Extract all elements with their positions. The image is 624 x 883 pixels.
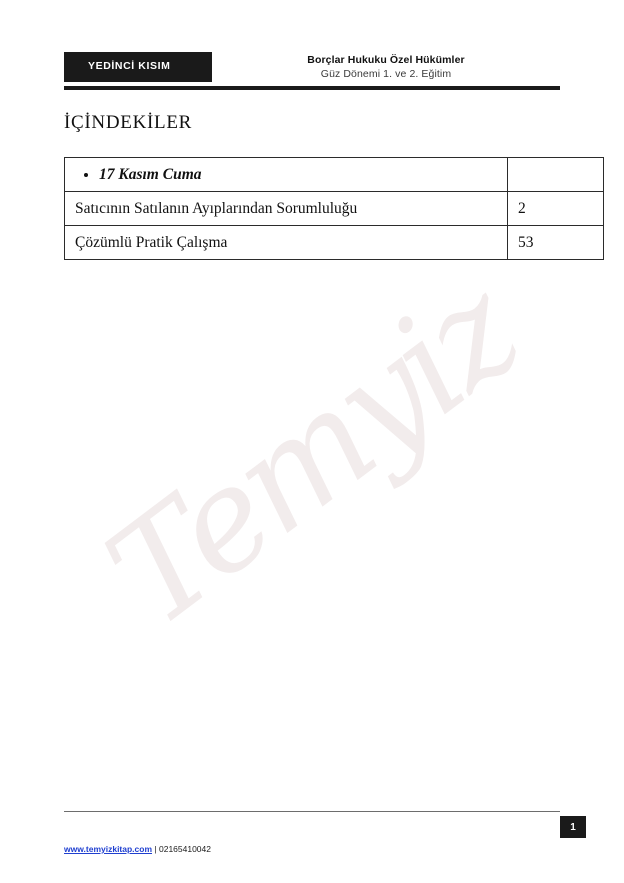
footer-separator: | bbox=[154, 844, 157, 854]
toc-entry-page: 2 bbox=[508, 192, 604, 226]
header-subtitle: Güz Dönemi 1. ve 2. Eğitim bbox=[320, 68, 452, 80]
page-number-badge: 1 bbox=[560, 816, 586, 838]
table-row bbox=[65, 226, 604, 260]
bullet-icon bbox=[84, 173, 88, 177]
table-of-contents bbox=[64, 157, 604, 260]
toc-group-text: 17 Kasım Cuma bbox=[99, 165, 202, 183]
website-link[interactable]: www.temyizkitap.com bbox=[64, 844, 153, 854]
toc-entry-label: Çözümlü Pratik Çalışma bbox=[65, 226, 508, 260]
header-divider bbox=[64, 86, 560, 90]
header-title: Borçlar Hukuku Özel Hükümler bbox=[307, 54, 465, 66]
toc-group-page bbox=[508, 158, 604, 192]
footer-divider bbox=[64, 811, 560, 812]
section-tab-label: YEDİNCİ KISIM bbox=[88, 60, 171, 72]
page-title: İÇİNDEKİLER bbox=[64, 112, 193, 133]
footer-contact bbox=[64, 844, 211, 854]
header-row bbox=[64, 52, 560, 84]
header-title-block bbox=[212, 52, 560, 81]
toc-entry-page: 53 bbox=[508, 226, 604, 260]
toc-entry-label: Satıcının Satılanın Ayıplarından Sorumluluğu bbox=[65, 192, 508, 226]
footer-phone: 02165410042 bbox=[158, 844, 211, 854]
toc-group-label bbox=[65, 158, 508, 192]
table-row bbox=[65, 192, 604, 226]
table-row bbox=[65, 158, 604, 192]
page-header bbox=[64, 52, 560, 92]
watermark-logo: Temyiz bbox=[79, 251, 545, 659]
section-tab bbox=[64, 52, 212, 82]
